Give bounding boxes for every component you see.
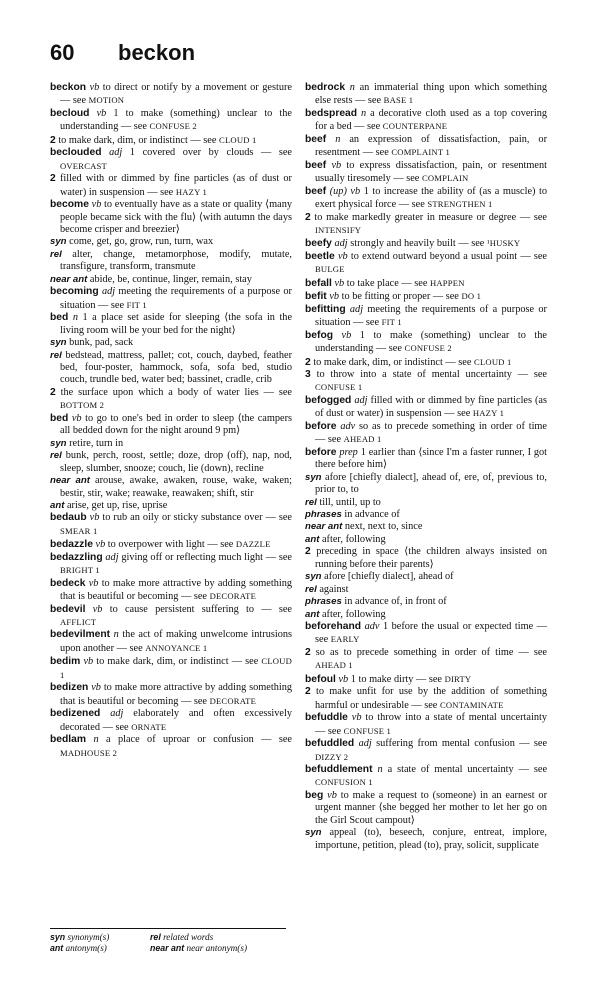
part-of-speech: vb [89,82,100,93]
definition-text: the act of making unwelcome intrusions upon another — see [60,629,293,654]
sense-line [305,596,547,608]
dictionary-entry [50,578,292,604]
sense-number: 2 [305,546,311,558]
cross-reference: ¹HUSKY [486,238,521,249]
headword: befuddle [305,712,348,724]
definition-text: to be fitting or proper — see [341,291,459,303]
page-number: 60 [50,40,75,65]
headword: beg [305,789,324,801]
headword: beefy [305,238,332,250]
headword: bedazzle [50,539,93,551]
headword: befuddlement [305,764,373,776]
definition-text: to direct or notify by a movement or gesture — see [60,82,292,107]
part-of-speech: vb [338,673,349,685]
usage-label: syn [305,471,322,483]
cross-reference: AHEAD 1 [315,660,353,671]
part-of-speech: adv [364,621,380,633]
sense-text: bedstead, mattress, pallet; cot, couch, daybed, feather bed, four-poster, hammock, sofa, sofa bed, studio couch, trundle bed, water bed; bassinet, cradle, crib [60,349,293,386]
dictionary-entry [305,251,547,277]
dictionary-entry [305,82,547,108]
sense-text: to make dark, dim, or indistinct — see [58,134,217,146]
sense-line [305,472,547,497]
sense-line [50,337,292,349]
part-of-speech: n [72,312,78,324]
definition-text: an immaterial thing upon which something else rests — see [315,82,548,107]
dictionary-entry [305,290,547,303]
usage-label: rel [50,349,62,361]
cross-reference: DO 1 [461,291,482,302]
usage-label: syn [305,571,322,583]
dictionary-entry [50,734,292,760]
cross-reference: OVERCAST [60,160,107,171]
dictionary-entry [50,629,292,655]
dictionary-entry [50,538,292,551]
headword: bedlam [50,734,87,746]
sense-number: 2 [50,386,56,398]
definition-text: a decorative cloth used as a top covering for a bed — see [315,107,548,133]
sense-text: after, following [321,533,386,545]
sense-line [305,356,547,369]
sense-line [50,350,292,387]
sense-line [50,450,292,475]
dictionary-entry [50,286,292,312]
usage-label: rel [305,583,317,595]
legend-row [50,932,286,943]
headword: befog [305,329,334,341]
sense-line [50,173,292,199]
sense-text: the surface upon which a body of water lies — see [60,386,293,398]
usage-label: rel [50,450,62,462]
cross-reference: MADHOUSE 2 [60,747,118,758]
definition-text: to make more attractive by adding something that is beautiful or becoming — see [60,682,293,707]
definition-text: 1 to make (something) unclear to the understanding — see [315,329,547,355]
dictionary-entry [305,447,547,472]
usage-label: near ant [305,521,343,533]
cross-reference: AFFLICT [60,617,97,628]
dictionary-entry [305,186,547,212]
part-of-speech: adj [110,708,124,720]
sense-text: till, until, up to [319,496,381,508]
sense-text: alter, change, metamorphose, modify, mutate, transfigure, transform, transmute [60,248,292,273]
sense-line [50,249,292,274]
headword: bedeck [50,577,86,589]
definition-text: 1 earlier than ⟨since I'm a faster runner, I got there before him⟩ [315,446,548,471]
headword: befuddled [305,738,355,750]
sense-text: to make dark, dim, or indistinct — see [313,356,472,368]
sense-line [50,475,292,500]
cross-reference: HAPPEN [429,277,465,288]
headword: beforehand [305,621,362,633]
guide-word: beckon [118,40,196,65]
legend-row [50,943,286,954]
part-of-speech: vb [83,656,94,668]
sense-line [50,500,292,512]
part-of-speech: prep [339,446,358,458]
part-of-speech: adj [109,147,123,159]
usage-label: rel [50,248,62,260]
sense-line [50,236,292,248]
headword: bedspread [305,107,358,119]
dictionary-entry [50,108,292,134]
definition-text: to express dissatisfaction, pain, or resentment usually tiresomely — see [315,159,548,185]
sense-text: in advance of, in front of [344,596,447,608]
part-of-speech: vb [95,539,106,551]
sense-text: arouse, awake, awaken, rouse, wake, waken; bestir, stir, wake; reawake, reawaken; shift, stir [60,475,292,499]
headword: bedevil [50,603,86,615]
dictionary-entry [50,199,292,236]
dictionary-entry [50,512,292,538]
dictionary-entry [305,108,547,134]
sense-line [305,584,547,596]
legend-item [50,943,107,954]
headword: bedrock [305,82,346,93]
sense-line [50,274,292,286]
part-of-speech: vb [337,250,348,262]
sense-text: come, get, go, grow, run, turn, wax [69,236,214,248]
cross-reference: CLOUD 1 [474,356,512,367]
sense-text: to make markedly greater in measure or degree — see [314,211,547,223]
usage-label: ant [305,533,320,545]
definition-text: to overpower with light — see [107,539,234,551]
dictionary-entry [305,304,547,330]
usage-label: syn [305,827,322,839]
dictionary-entry [305,673,547,686]
sense-text: retire, turn in [69,437,124,449]
sense-text: to make unfit for use by the addition of something harmful or undesirable — see [315,686,548,711]
cross-reference: AHEAD 1 [343,434,382,445]
sense-text: filled with or dimmed by fine particles (as of dust or water) in suspension — see [59,173,292,198]
dictionary-entry [50,413,292,438]
cross-reference: CONFUSE 1 [315,382,363,393]
sense-line [305,609,547,621]
headword: bedim [50,656,81,668]
part-of-speech: vb [327,789,337,801]
definition-text: 1 to increase the ability of (as a muscle) to exert physical force — see [315,185,548,211]
headword: become [50,199,89,211]
cross-reference: HAZY 1 [175,186,208,197]
headword: befit [305,291,327,303]
cross-reference: CLOUD 1 [60,656,292,680]
cross-reference: DECORATE [209,695,257,706]
sense-text: next, next to, since [344,521,423,533]
part-of-speech: n [349,82,355,93]
sense-line [305,534,547,546]
part-of-speech: adj [358,738,372,750]
cross-reference: FIT 1 [381,317,402,328]
headword: beetle [305,250,335,262]
part-of-speech: vb [88,577,99,589]
part-of-speech: n [93,734,99,746]
cross-reference: MOTION [88,95,125,106]
sense-text: abide, be, continue, linger, remain, stay [89,273,252,285]
part-of-speech: n [335,133,341,145]
sense-text: in advance of [344,508,400,520]
dictionary-entry [305,738,547,764]
dictionary-entry [305,160,547,186]
sense-text: appeal (to), beseech, conjure, entreat, implore, importune, petition, plead (to), pray, solicit, supplicate [315,827,547,851]
cross-reference: CONTAMINATE [439,699,504,710]
part-of-speech: adj [101,286,116,298]
definition-text: to extend outward beyond a usual point — see [350,250,548,262]
dictionary-entry [50,82,292,108]
definition-text: 1 before the usual or expected time — see [315,621,548,646]
definition-text: a place of uproar or confusion — see [106,734,293,746]
definition-text: to make a request to (someone) in an earnest or urgent manner ⟨she begged her mother to let her go on the Girl Scout campout⟩ [315,789,547,826]
part-of-speech: n [361,107,367,119]
legend-description: antonym(s) [65,943,107,953]
part-of-speech: adj [354,394,368,406]
dictionary-entry [50,682,292,708]
headword: before [305,420,337,432]
part-of-speech: vb [329,291,340,303]
headword: beef [305,159,327,171]
definition-text: to take place — see [346,277,428,289]
dictionary-entry [50,655,292,682]
legend-abbreviation: near ant [150,943,185,953]
right-column [305,82,547,852]
legend-description: synonym(s) [67,932,110,942]
part-of-speech: adv [340,420,356,432]
definition-text: 1 a place set aside for sleeping ⟨the sofa in the living room will be your bed for the night⟩ [60,312,293,336]
dictionary-entry [50,604,292,630]
cross-reference: FIT 1 [126,299,147,310]
definition-text: 1 to make dirty — see [350,673,442,685]
dictionary-entry [305,395,547,421]
sense-text: preceding in space ⟨the children always insisted on running before their parents⟩ [315,546,547,570]
sense-line [305,571,547,583]
cross-reference: BULGE [315,264,345,275]
definition-text: suffering from mental confusion — see [376,738,548,750]
sense-number: 2 [305,356,311,368]
usage-label: syn [50,337,67,349]
sense-line [305,647,547,673]
cross-reference: EARLY [330,634,360,645]
cross-reference: ORNATE [131,721,167,732]
headword: befitting [305,303,346,315]
cross-reference: DECORATE [209,591,257,602]
headword: beclouded [50,147,102,159]
legend-item [50,932,109,943]
part-of-speech: vb [92,603,103,615]
definition-text: filled with or dimmed by fine particles (as of dust or water) in suspension — see [315,394,548,420]
part-of-speech: vb [334,277,345,289]
part-of-speech: adj [349,303,364,315]
usage-label: near ant [50,273,88,285]
legend-item [150,932,213,943]
sense-text: so as to precede something in order of time — see [315,646,548,658]
part-of-speech: vb [71,412,82,424]
cross-reference: BASE 1 [383,95,414,106]
part-of-speech: vb [351,712,362,724]
part-of-speech: vb [91,199,102,211]
sense-number: 2 [50,134,56,146]
definition-text: meeting the requirements of a purpose or situation — see [60,286,292,311]
legend-description: related words [163,932,214,942]
legend-abbreviation: syn [50,932,66,942]
part-of-speech: vb [331,159,342,171]
sense-line [305,686,547,712]
part-of-speech: adj [105,551,119,563]
sense-line [50,134,292,147]
definition-text: to go to one's bed in order to sleep ⟨the campers all bedded down for the night around 9 pm⟩ [60,412,293,437]
usage-label: ant [50,499,65,511]
definition-text: to make dark, dim, or indistinct — see [96,656,259,668]
cross-reference: HAZY 1 [472,408,505,419]
usage-label: near ant [50,475,90,487]
cross-reference: BRIGHT 1 [60,565,100,576]
headword: bed [50,312,69,324]
usage-label: phrases [305,596,342,608]
legend-item [150,943,247,954]
sense-line [50,387,292,413]
usage-label: syn [50,236,67,248]
usage-label: phrases [305,508,342,520]
sense-text: to throw into a state of mental uncertainty — see [316,368,547,380]
usage-label: rel [305,496,317,508]
part-of-speech: (up) vb [329,185,361,197]
definition-text: elaborately and often excessively decorated — see [60,708,293,733]
headword: befogged [305,394,352,406]
headword: before [305,446,337,458]
sense-text: against [319,583,349,595]
part-of-speech: vb [96,107,107,119]
legend-description: near antonym(s) [186,943,248,953]
definition-text: so as to precede something in order of time — see [315,420,548,446]
sense-number: 2 [305,646,311,658]
sense-line [305,827,547,852]
headword: bedaub [50,512,87,524]
sense-line [305,521,547,533]
dictionary-entry [305,277,547,290]
headword: becoming [50,286,99,298]
sense-text: afore [chiefly dialect], ahead of [324,571,454,583]
cross-reference: ANNOYANCE 1 [145,642,208,653]
headword: beef [305,133,327,145]
page-header [50,40,570,72]
definition-text: 1 covered over by clouds — see [129,147,293,159]
usage-label: syn [50,437,67,449]
sense-text: arise, get up, rise, uprise [66,499,168,511]
dictionary-entry [305,621,547,647]
cross-reference: CONFUSE 2 [404,343,452,354]
sense-line [50,438,292,450]
cross-reference: BOTTOM 2 [60,400,105,411]
headword: beckon [50,82,87,93]
cross-reference: CONFUSION 1 [315,777,373,788]
sense-number: 2 [50,173,56,185]
dictionary-entry [305,712,547,738]
definition-text: to make more attractive by adding something that is beautiful or becoming — see [60,577,293,603]
headword: bedizened [50,708,101,720]
dictionary-entry [305,237,547,250]
cross-reference: SMEAR 1 [60,525,98,536]
sense-text: afore [chiefly dialect], ahead of, ere, of, previous to, prior to, to [315,471,547,496]
dictionary-entry [50,708,292,734]
dictionary-entry [305,764,547,790]
dictionary-entry [305,421,547,447]
part-of-speech: vb [89,512,100,524]
legend-abbreviation: ant [50,943,64,953]
definition-text: 1 to make (something) unclear to the understanding — see [60,107,292,133]
sense-number: 2 [305,686,311,698]
part-of-speech: n [377,764,383,776]
headword: becloud [50,107,90,119]
left-column [50,82,292,760]
sense-line [305,509,547,521]
headword: bedevilment [50,629,111,641]
sense-line [305,369,547,395]
definition-text: to throw into a state of mental uncertainty — see [315,712,547,737]
abbreviation-legend [50,928,286,954]
part-of-speech: vb [91,682,101,694]
cross-reference: CONFUSE 2 [149,121,197,132]
cross-reference: COUNTERPANE [382,121,448,132]
definition-text: to cause persistent suffering to — see [109,603,292,615]
headword: befoul [305,673,336,685]
dictionary-entry [50,552,292,578]
headword: befall [305,277,332,289]
dictionary-entry [50,147,292,173]
cross-reference: INTENSIFY [315,224,362,235]
sense-number: 2 [305,211,311,223]
sense-number: 3 [305,368,311,380]
part-of-speech: adj [334,238,348,250]
cross-reference: COMPLAINT 1 [391,147,450,158]
sense-text: bunk, perch, roost, settle; doze, drop (off), nap, nod, sleep, slumber, snooze; couch, lie (down), recline [60,450,292,474]
headword: bedazzling [50,551,103,563]
legend-abbreviation: rel [150,932,161,942]
usage-label: ant [305,608,320,620]
sense-line [305,546,547,571]
dictionary-entry [50,312,292,337]
cross-reference: STRENGTHEN 1 [427,199,493,210]
definition-text: strongly and heavily built — see [350,238,485,250]
headword: beef [305,185,327,197]
definition-text: a state of mental uncertainty — see [387,764,548,776]
dictionary-entry [305,330,547,356]
dictionary-entry [305,134,547,160]
cross-reference: CONFUSE 1 [343,725,392,736]
headword: bedizen [50,682,89,694]
cross-reference: DIZZY 2 [315,751,349,762]
sense-text: after, following [321,608,386,620]
dictionary-entry [305,790,547,827]
definition-text: giving off or reflecting much light — see [121,551,293,563]
part-of-speech: vb [341,329,352,341]
sense-text: bunk, pad, sack [69,337,134,349]
definition-text: to eventually have as a state or quality ⟨many people became sick with the flu⟩ ⟨with autumn the days become crisper and breezier⟩ [60,199,293,235]
cross-reference: DIRTY [444,673,472,684]
cross-reference: CLOUD 1 [219,134,257,145]
cross-reference: DAZZLE [235,539,271,550]
sense-line [305,497,547,509]
part-of-speech: n [113,629,119,641]
cross-reference: COMPLAIN [421,173,469,184]
definition-text: to rub an oily or sticky substance over — see [102,512,293,524]
definition-text: an expression of dissatisfaction, pain, or resentment — see [315,133,548,159]
headword: bed [50,412,69,424]
definition-text: meeting the requirements of a purpose or situation — see [315,303,547,329]
sense-line [305,212,547,238]
